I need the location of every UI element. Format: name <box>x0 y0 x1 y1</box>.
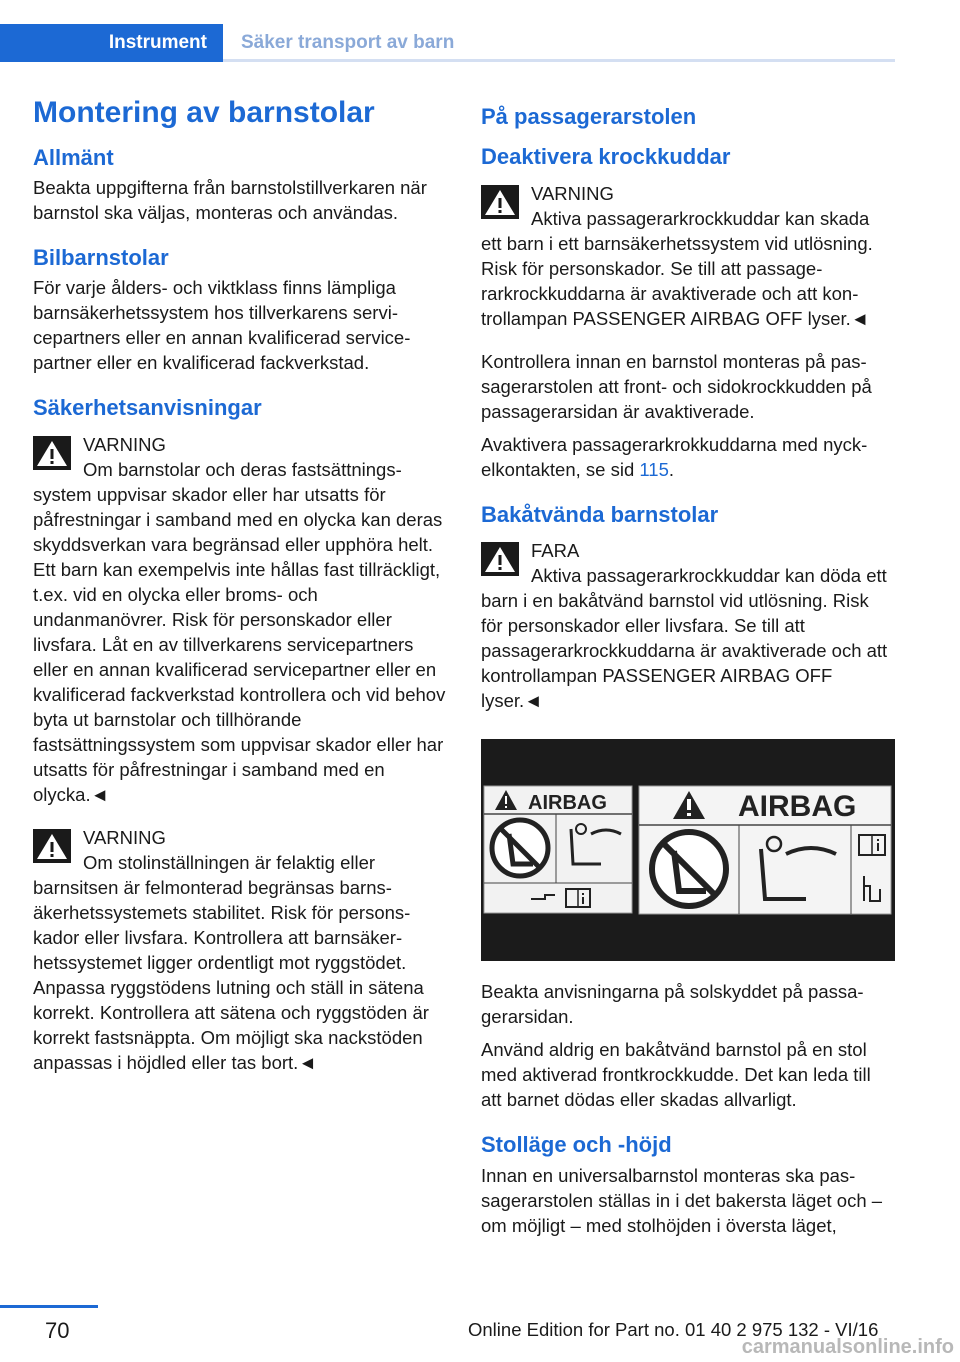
danger-block <box>481 538 895 713</box>
warning-block-3 <box>481 181 895 331</box>
paragraph-general: Beakta uppgifterna från barnstolstillverkaren när barnstol ska väljas, monteras och användas. <box>33 176 427 223</box>
warning-label: VARNING <box>83 433 166 455</box>
paragraph-check-airbags: Kontrollera innan en barnstol monteras på passagerarstolen att front- och sidokrockkudden på passagerarsidan är avaktiverade. <box>481 350 872 422</box>
heading-rear-facing: Bakåtvända barnstolar <box>481 501 719 527</box>
airbag-label-photo <box>481 739 895 961</box>
page-number: 70 <box>45 1318 70 1343</box>
warning-block-2 <box>33 825 447 1075</box>
key-switch-end: . <box>668 458 675 480</box>
no-child-seat-icon <box>492 820 548 876</box>
edition-text: Online Edition for Part no. 01 40 2 975 132 - VI/16 <box>468 1319 879 1340</box>
danger-label: FARA <box>531 540 580 562</box>
page-header <box>0 24 895 62</box>
warning-label: VARNING <box>83 826 166 848</box>
heading-passenger-seat: På passagerarstolen <box>481 104 697 129</box>
paragraph-sun-visor: Beakta anvisningarna på solskyddet på passagerarsidan. <box>481 981 864 1028</box>
page-title: Montering av barnstolar <box>33 96 375 129</box>
warning-triangle-icon <box>33 436 71 470</box>
warning-label: VARNING <box>531 182 614 204</box>
heading-general: Allmänt <box>33 144 114 170</box>
chapter-tab[interactable] <box>0 24 223 62</box>
warning-text: Om barnstolar och deras fastsättningssystem uppvisar skador eller har utsatts för påfrestningar i samband med en olycka kan deras skyddsverkan vara begränsad eller upphöra helt. Ett barn kan exempelvis inte hållas fast tillräckligt, t.ex. vid en olycka eller broms- och undanmanövrer. Risk för personskador eller livsfara. Låt en av tillverkarens servicepartners eller en annan kvalificerad servicepartner eller en kvalificerad fackverkstad kontrollera och vid behov byta ut barnstolar och tillhörande fastsättningssystem som uppvisar skador eller har utsatts för påfrestningar i samband med en olycka.◄ <box>33 458 446 805</box>
section-tab[interactable]: Säker transport av barn <box>241 32 455 53</box>
heading-deactivate-airbags: Deaktivera krockkuddar <box>481 144 731 170</box>
airbag-warning-labels <box>481 739 895 961</box>
warning-triangle-icon <box>481 542 519 576</box>
warning-triangle-icon <box>481 185 519 219</box>
paragraph-key-switch <box>481 432 895 482</box>
paragraph-child-seats: För varje ålders- och viktklass finns lämpliga barnsäkerhetssystem hos tillverkarens servicepartners eller en annan kvalificerad servicepartner eller en kvalificerad fackverkstad. <box>33 277 411 374</box>
airbag-label-small: AIRBAG <box>528 792 607 815</box>
paragraph-seat-position: Innan en universalbarnstol monteras ska passagerarstolen ställas in i det bakersta läget och – om möjligt – med stolhöjden i översta läget, <box>481 1164 883 1236</box>
warning-text: Om stolinställningen är felaktig eller barnsitsen är felmonterad begränsas barnsäkerhetssystemets stabilitet. Risk för personskador eller livsfara. Kontrollera att barnsäkerhetssystemet ligger ordentligt mot ryggstödet. Anpassa ryggstödens lutning och ställ in sätena korrekt. Kontrollera att sätena och ryggstöden är korrekt fastsnäppta. Om möjligt ska nackstöden anpassas i höjdled eller tas bort.◄ <box>33 851 429 1073</box>
airbag-label-large: AIRBAG <box>738 790 857 824</box>
page-link[interactable]: 115 <box>639 458 669 480</box>
no-child-seat-icon <box>652 832 726 906</box>
key-switch-text: Avaktivera passagerarkrokkuddarna med nyckelkontakten, se sid <box>481 433 868 480</box>
left-column <box>33 96 447 1093</box>
warning-triangle-icon <box>33 829 71 863</box>
watermark: carmanualsonline.info <box>741 1336 954 1358</box>
chapter-tab-label: Instrument <box>108 32 207 53</box>
heading-safety: Säkerhetsanvisningar <box>33 395 262 421</box>
right-column <box>481 96 895 1246</box>
footer-rule <box>0 1305 98 1308</box>
warning-block-1 <box>33 432 447 807</box>
danger-text: Aktiva passagerarkrockkuddar kan döda ett barn i en bakåtvänd barnstol vid utlösning. Risk för personskador eller livsfara. Se till att passagerarkrockkuddarna är avaktiverade och att kontrollampan PASSENGER AIRBAG OFF lyser.◄ <box>481 565 888 712</box>
header-rule <box>223 59 895 62</box>
heading-seat-position: Stolläge och -höjd <box>481 1132 672 1158</box>
heading-child-seats: Bilbarnstolar <box>33 244 169 270</box>
paragraph-never-rear-facing: Använd aldrig en bakåtvänd barnstol på en stol med aktiverad frontkrockkudde. Det kan leda till att barnet dödas eller skadas allvarligt. <box>481 1039 871 1111</box>
warning-text: Aktiva passagerarkrockkuddar kan skada ett barn i ett barnsäkerhetssystem vid utlösning. Risk för personskador. Se till att passagerarkrockkuddarna är avaktiverade och att kontrollampan PASSENGER AIRBAG OFF lyser.◄ <box>481 207 873 329</box>
